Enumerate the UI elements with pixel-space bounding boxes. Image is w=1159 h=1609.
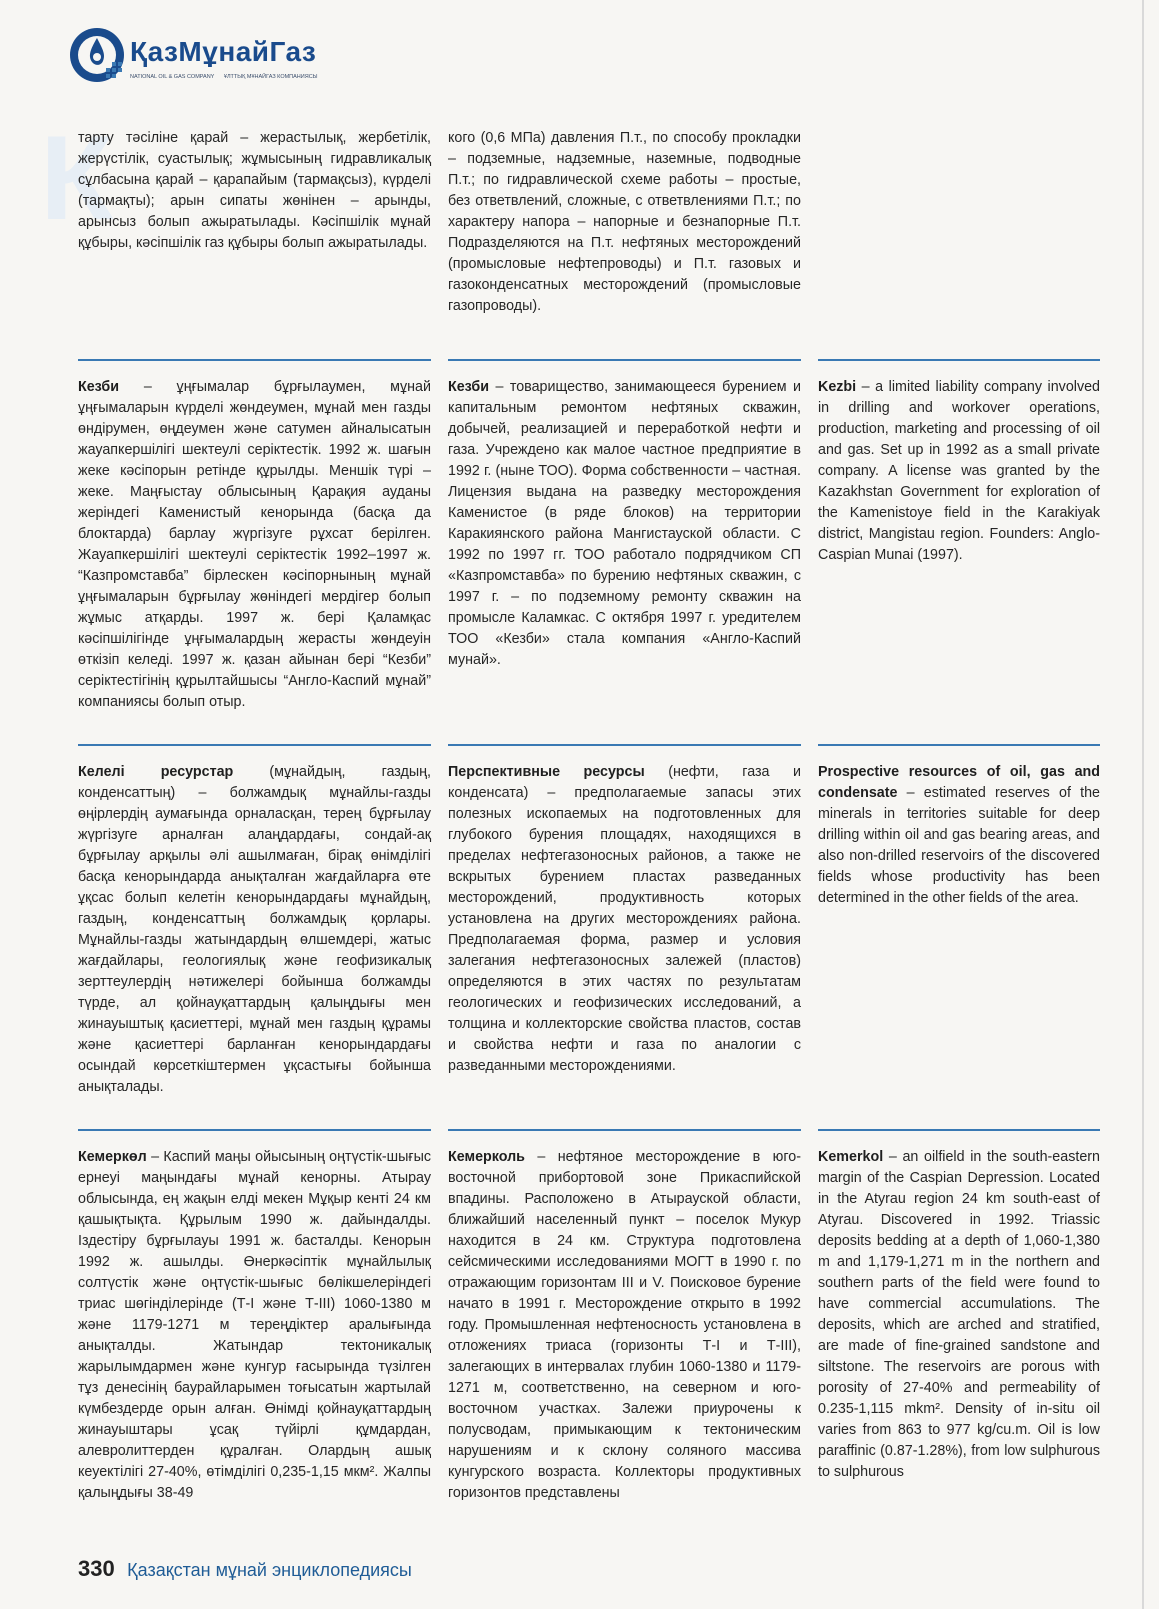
entry-term: Кезби bbox=[78, 379, 120, 395]
entry-en bbox=[818, 1147, 1100, 1563]
entry-text: тарту тәсіліне қарай – жерастылық, жербетілік, жерүстілік, суастылық; жұмысының гидравликалық сұлбасына қарай – қарапайым (тармақсыз), күрделі (тармақты); арын сипаты жөнінен – арынды, арынсыз болып ажыратылады. Кәсіпшілік мұнай құбыры, кәсіпшілік газ құбыры болып ажыратылады. bbox=[78, 130, 431, 251]
entry-term: Кемеркөл bbox=[78, 1149, 147, 1165]
book-title: Қазақстан мұнай энциклопедиясы bbox=[127, 1560, 412, 1580]
entry-text: (мұнайдың, газдың, конденсаттың) – болжамдық мұнайлы-газды өңірлердің аумағында орналасқан, терең бұрғылау жүргізуге арналған алаңдардағы, сондай-ақ бұрғылау арқылы әлі ашылмаған, бірақ өнімділігі басқа кенорындарда анықталған жағдайларға өте ұқсас болып келетін кенорындардағы мұнайдың, газдың, конденсаттың болжамдық қорлары. Мұнайлы-газды жатындардың өлшемдері, жатыс жағдайлары, геологиялық және геофизикалық зерттеулердің нәтижелері бойынша болжамды түрде, ал қойнауқаттардың қалыңдығы мен жинауыштық қасиеттері, мұнай мен газдың құрамы және қасиеттері барланған кенорындардағы осындай көрсеткіштермен ұқсастығы бойынша анықталады. bbox=[78, 764, 431, 1095]
entry-text: – товарищество, занимающееся бурением и капитальным ремонтом нефтяных скважин, добычей, реализацией и переработкой нефти и газа. Учреждено как малое частное предприятие в 1992 г. (ныне ТОО). Форма собственности – частная. Лицензия выдана на разведку месторождения Каменистое (в ряде блоков) на территории Каракиянского района Мангистауской области. С 1992 по 1997 гг. ТОО работало подрядчиком СП «Казпромставба» по бурению нефтяных скважин, с 1997 г. – по подземному ремонту скважин на промысле Каламкас. С октября 1997 г. уредителем ТОО «Кезби» стала компания «Англо-Каспий мунай». bbox=[448, 379, 801, 668]
entry-en bbox=[818, 128, 1100, 342]
entry-term: Перспективные ресурсы bbox=[448, 764, 645, 780]
entry-kz bbox=[78, 762, 431, 1112]
header bbox=[68, 22, 488, 92]
entry-ru bbox=[448, 128, 801, 342]
entry-ru bbox=[448, 1147, 801, 1563]
page-number: 330 bbox=[78, 1556, 115, 1581]
entry-en bbox=[818, 762, 1100, 1112]
entry-text: – Каспий маңы ойысының оңтүстік-шығыс ернеуі маңындағы мұнай кенорны. Атырау облысында, ең жақын елді мекен Мұқыр кенті 24 км қашықтықта. Құрылым 1990 ж. дайындалды. Іздестіру бұрғылауы 1991 ж. басталды. Кенорын 1992 ж. ашылды. Өнеркәсіптік мұнайлылық солтүстік және оңтүстік-шығыс бөлікшелеріндегі триас шөгінділерінде (Т-І және Т-ІІІ) 1060-1380 м және 1179-1271 м тереңдіктер аралығында анықталды. Жатындар тектоникалық жарылымдармен және кунгур ғасырында түзілген тұз денесінің баурайларымен тоғысатын жартылай күмбездерде орын алған. Өнімді қойнауқаттардың жинауыштары ұсақ түйірлі құмдардан, алевролиттерден құралған. Олардың ашық кеуектілігі 27-40%, өтімділігі 0,235-1,15 мкм². Жалпы қалыңдығы 38-49 bbox=[78, 1149, 431, 1501]
entry-text: – нефтяное месторождение в юго-восточной прибортовой зоне Прикаспийской впадины. Расположено в Атырауской области, ближайший населенный пункт – поселок Мукур находится в 24 км. Структура подготовлена сейсмическими исследованиями МОГТ в 1990 г. по отражающим горизонтам III и V. Поисковое бурение начато в 1991 г. Месторождение открыто в 1992 году. Промышленная нефтеносность установлена в отложениях триаса (горизонты Т-I и Т-III), залегающих в интервалах глубин 1060-1380 и 1179-1271 м, соответственно, на северном и юго-восточном участках. Залежи приурочены к полусводам, примыкающим к тектоническим нарушениям и к склону соляного массива кунгурского возраста. Коллекторы продуктивных горизонтов представлены bbox=[448, 1149, 801, 1501]
entries-grid bbox=[78, 128, 1100, 1563]
page-edge-shadow bbox=[1142, 0, 1144, 1609]
footer bbox=[78, 1556, 412, 1582]
entry-term: Кемерколь bbox=[448, 1149, 525, 1165]
entry-term: Prospective resources of oil, gas and condensate bbox=[818, 764, 1100, 801]
entry-ru bbox=[448, 377, 801, 727]
entry-row bbox=[78, 762, 1100, 1112]
logo-title: ҚазМұнайГаз bbox=[130, 36, 317, 67]
entry-text: – estimated reserves of the minerals in territories suitable for deep drilling within oil and gas bearing areas, and also non-drilled reservoirs of the discovered fields whose productivity has been determined in the other fields of the area. bbox=[818, 785, 1100, 906]
entry-kz bbox=[78, 128, 431, 342]
entry-term: Kemerkol bbox=[818, 1149, 884, 1165]
entry-kz bbox=[78, 377, 431, 727]
entry-text: – an oilfield in the south-eastern margin of the Caspian Depression. Located in the Atyrau region 24 km south-east of Atyrau. Discovered in 1992. Triassic deposits bedding at a depth of 1,060-1,380 m and 1,179-1,271 m in the northern and southern parts of the field were found to have commercial accumulations. The deposits, which are arched and stratified, are made of fine-grained sandstone and siltstone. The reservoirs are porous with porosity of 27-40% and permeability of 0.235-1,115 mkm². Density of in-situ oil varies from 863 to 977 kg/cu.m. Oil is low paraffinic (0.87-1.28%), from low sulphurous to sulphurous bbox=[818, 1149, 1100, 1480]
entry-ru bbox=[448, 762, 801, 1112]
entry-en bbox=[818, 377, 1100, 727]
entry-term: Келелі ресурстар bbox=[78, 764, 234, 780]
entry-row bbox=[78, 128, 1100, 342]
logo-subtitle-en: NATIONAL OIL & GAS COMPANY bbox=[130, 74, 215, 80]
entry-text: кого (0,6 МПа) давления П.т., по способу прокладки – подземные, надземные, наземные, подводные П.т.; по гидравлической схеме работы – простые, без ответвлений, сложные, с ответвлениями П.т.; по характеру напора – напорные и безнапорные П.т. Подразделяются на П.т. нефтяных месторождений (промысловые нефтепроводы) и П.т. газовых и газоконденсатных месторождений (промысловые газопроводы). bbox=[448, 130, 801, 314]
entry-text: – a limited liability company involved in drilling and workover operations, production, marketing and processing of oil and gas. Set up in 1992 as a small private company. A license was granted by the Kazakhstan Government for exploration of the Kamenistoye field in the Karakiyak district, Mangistau region. Founders: Anglo-Caspian Munai (1997). bbox=[818, 379, 1100, 563]
entry-row bbox=[78, 1147, 1100, 1563]
entry-term: Кезби bbox=[448, 379, 490, 395]
logo-subtitle-kz: ҰЛТТЫҚ МҰНАЙГАЗ КОМПАНИЯСЫ bbox=[223, 74, 318, 80]
entry-text: (нефти, газа и конденсата) – предполагаемые запасы этих полезных ископаемых на подготовленных для глубокого бурения площадях, находящихся в пределах нефтегазоносных районов, а также не вскрытых бурением пластах разведанных месторождений, продуктивность которых установлена на других месторождениях района. Предполагаемая форма, размер и условия залегания нефтегазоносных залежей (пластов) определяются в этих частях по результатам геологических и геофизических исследований, а толщина и коллекторские свойства пластов, состав и свойства нефти и газа по аналогии с разведанными месторождениями. bbox=[448, 764, 801, 1074]
ghost-section-letter: К bbox=[40, 111, 114, 245]
entry-term: Kezbi bbox=[818, 379, 857, 395]
entry-kz bbox=[78, 1147, 431, 1563]
kazmunaigas-logo-icon bbox=[68, 26, 126, 84]
entry-text: – ұңғымалар бұрғылаумен, мұнай ұңғымаларын күрделі жөндеумен, мұнай мен газды өндірумен, өңдеумен және сатумен айналысатын жауапкершілігі шектеулі серіктестік. 1992 ж. шағын жеке кәсіпорын ретінде құрылды. Меншік түрі – жеке. Маңғыстау облысының Қарақия ауданы жеріндегі Каменистый кенорында (басқа да блоктарда) барлау жүргізуге рұхсат берілген. Жауапкершілігі шектеулі серіктестік 1992–1997 ж. “Казпромставба” бірлескен кәсіпорнының мұнай ұңғымаларын бұрғылау жөніндегі мердігер болып жұмыс атқарды. 1997 ж. бері Қаламқас кәсіпшілігінде ұңғымалардың жерасты жөндеуін өткізіп келеді. 1997 ж. қазан айынан бері “Кезби” серіктестігінің құрылтайшысы “Англо-Каспий мұнай” компаниясы болып отыр. bbox=[78, 379, 431, 710]
entry-row bbox=[78, 377, 1100, 727]
logo-subtitle bbox=[130, 74, 326, 80]
